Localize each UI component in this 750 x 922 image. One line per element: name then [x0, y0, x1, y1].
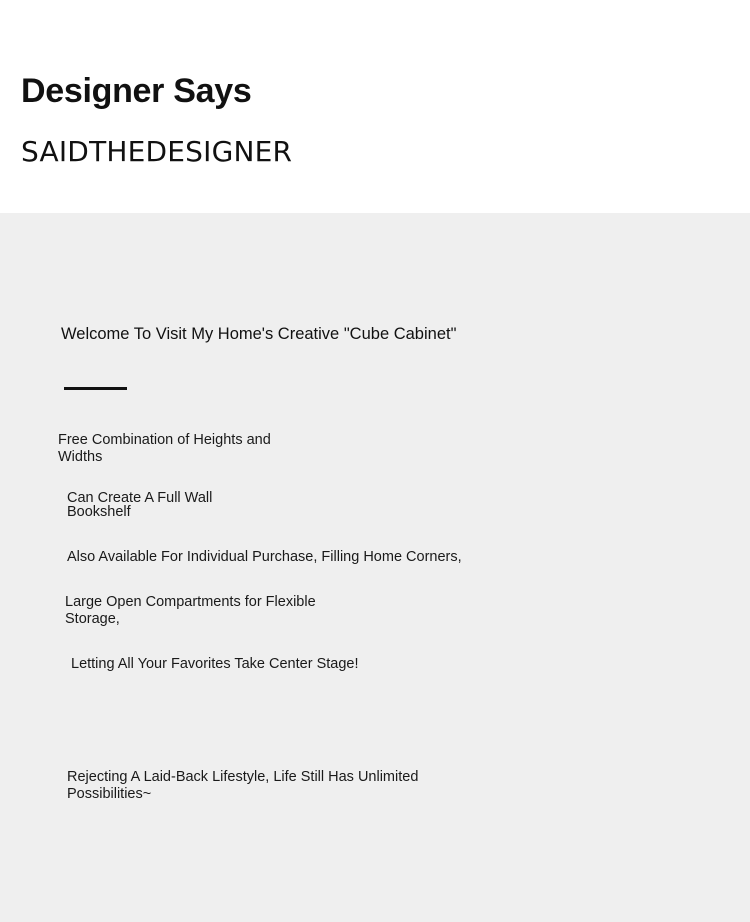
feature-line-possibilities: Rejecting A Laid-Back Lifestyle, Life Still Has Unlimited Possibilities~	[67, 769, 419, 802]
brand-subtitle: SAIDTHEDESIGNER	[21, 135, 293, 168]
feature-line-individual-purchase: Also Available For Individual Purchase, Filling Home Corners,	[67, 549, 462, 565]
brand-title: Designer Says	[21, 72, 252, 110]
feature-line-bookshelf: Can Create A Full Wall Bookshelf	[67, 490, 213, 520]
article-heading: Welcome To Visit My Home's Creative "Cube Cabinet"	[61, 325, 457, 343]
heading-divider	[64, 387, 127, 390]
page-header	[0, 0, 750, 213]
feature-line-open-compartments: Large Open Compartments for Flexible Storage,	[65, 594, 316, 627]
article-panel	[0, 213, 750, 922]
feature-line-heights-widths: Free Combination of Heights and Widths	[58, 432, 271, 465]
feature-line-favorites: Letting All Your Favorites Take Center Stage!	[71, 656, 359, 672]
